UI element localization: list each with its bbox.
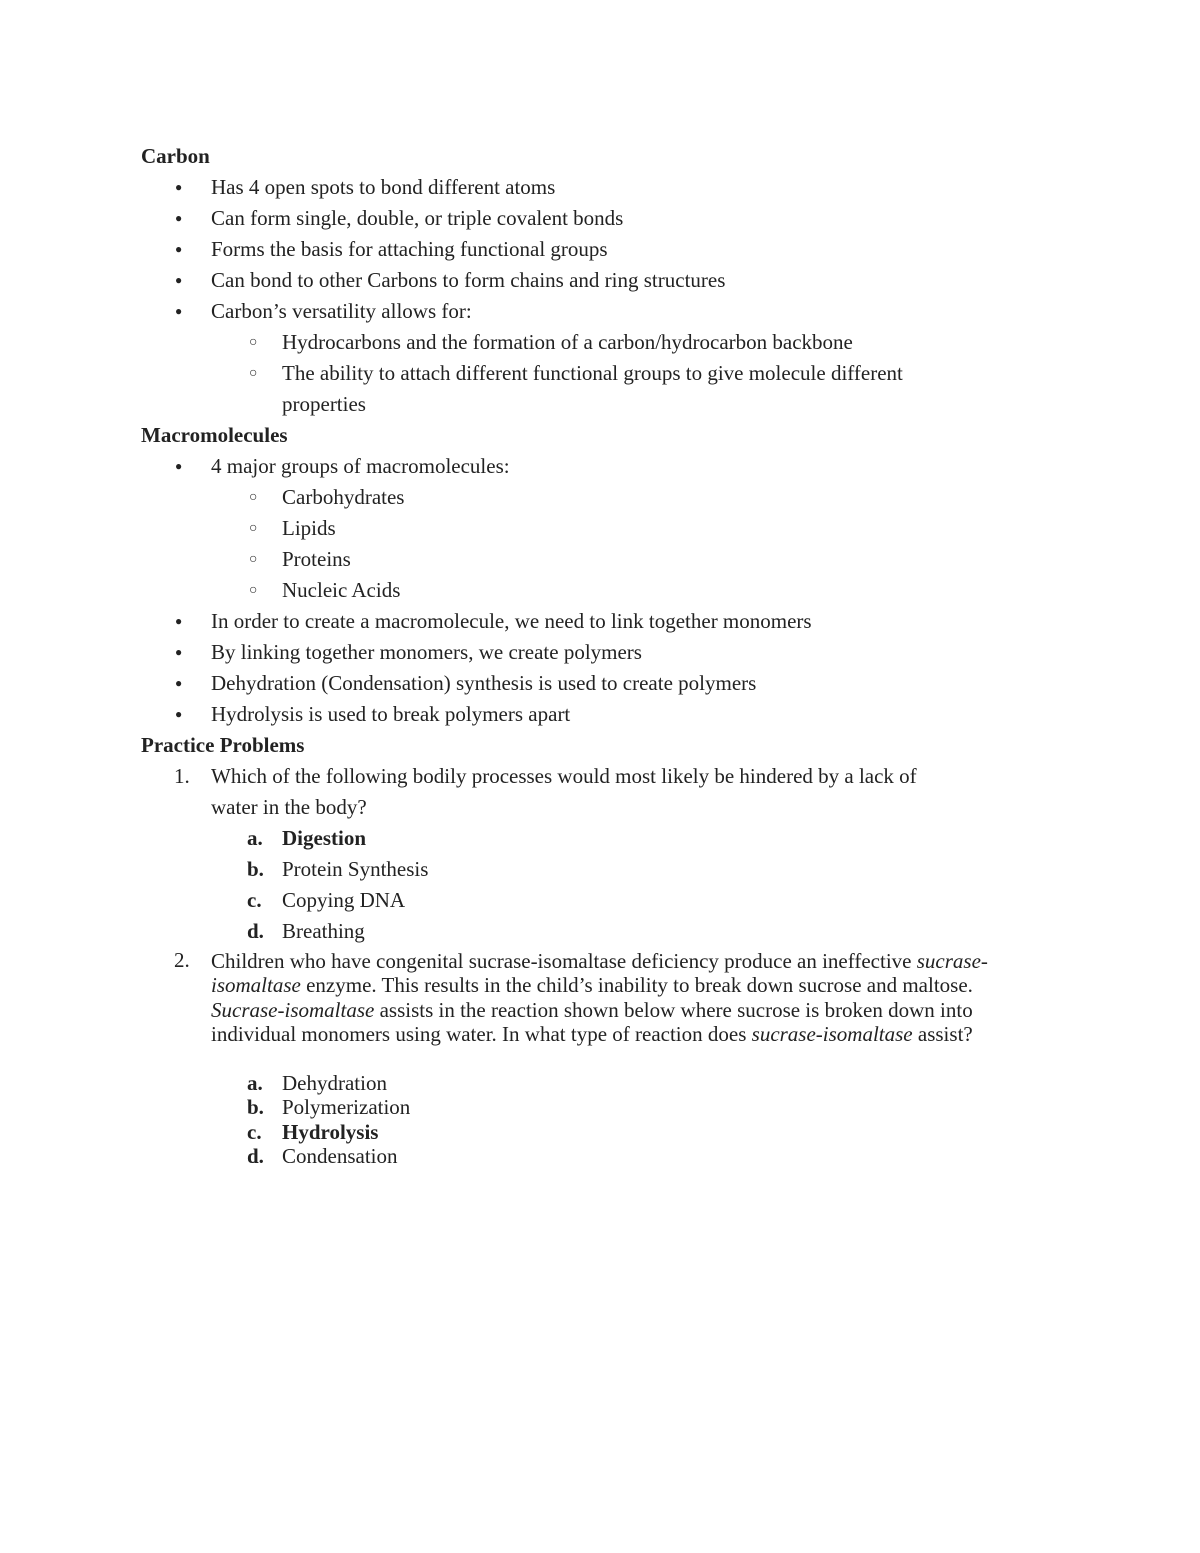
- macro-group-1: Carbohydrates: [282, 485, 405, 509]
- hollow-bullet-icon: ○: [249, 366, 258, 381]
- q2-text-1: Children who have congenital sucrase-isomaltase deficiency produce an ineffective: [211, 949, 912, 973]
- heading-macromolecules: Macromolecules: [141, 423, 288, 447]
- carbon-sub-bullet-2-cont: properties: [282, 392, 366, 416]
- q2-option-c: Hydrolysis: [282, 1120, 379, 1144]
- bullet-icon: ●: [175, 459, 183, 473]
- carbon-bullet-5: Carbon’s versatility allows for:: [211, 299, 472, 323]
- macro-bullet-2: By linking together monomers, we create polymers: [211, 640, 642, 664]
- carbon-bullet-1: Has 4 open spots to bond different atoms: [211, 175, 556, 199]
- q2-paragraph: [211, 949, 1041, 1047]
- q1-text-line-1: Which of the following bodily processes would most likely be hindered by a lack of: [211, 764, 917, 788]
- bullet-icon: ●: [175, 273, 183, 287]
- q1-option-d: Breathing: [282, 919, 365, 943]
- macro-group-2: Lipids: [282, 516, 336, 540]
- option-letter: c.: [247, 1120, 262, 1144]
- q1-option-c: Copying DNA: [282, 888, 406, 912]
- bullet-icon: ●: [175, 242, 183, 256]
- bullet-icon: ●: [175, 304, 183, 318]
- macro-group-3: Proteins: [282, 547, 351, 571]
- heading-practice-problems: Practice Problems: [141, 733, 305, 757]
- option-letter: d.: [247, 1144, 264, 1168]
- hollow-bullet-icon: ○: [249, 335, 258, 350]
- macro-group-4: Nucleic Acids: [282, 578, 401, 602]
- q2-italic-3: sucrase-isomaltase: [751, 1022, 913, 1047]
- q1-text-line-2: water in the body?: [211, 795, 367, 819]
- q2-option-b: Polymerization: [282, 1095, 411, 1119]
- hollow-bullet-icon: ○: [249, 490, 258, 505]
- carbon-bullet-4: Can bond to other Carbons to form chains and ring structures: [211, 268, 726, 292]
- macro-bullet-3: Dehydration (Condensation) synthesis is used to create polymers: [211, 671, 757, 695]
- option-letter: b.: [247, 857, 264, 881]
- bullet-icon: ●: [175, 676, 183, 690]
- bullet-icon: ●: [175, 211, 183, 225]
- bullet-icon: ●: [175, 707, 183, 721]
- macro-intro: 4 major groups of macromolecules:: [211, 454, 510, 478]
- macro-bullet-4: Hydrolysis is used to break polymers apart: [211, 702, 571, 726]
- question-number: 1.: [174, 764, 190, 788]
- heading-carbon: Carbon: [141, 144, 210, 168]
- bullet-icon: ●: [175, 180, 183, 194]
- carbon-bullet-3: Forms the basis for attaching functional groups: [211, 237, 608, 261]
- q2-option-a: Dehydration: [282, 1071, 387, 1095]
- hollow-bullet-icon: ○: [249, 552, 258, 567]
- carbon-bullet-2: Can form single, double, or triple covalent bonds: [211, 206, 624, 230]
- bullet-icon: ●: [175, 645, 183, 659]
- q2-text-4: assist?: [912, 1022, 973, 1047]
- carbon-sub-bullet-2: The ability to attach different functional groups to give molecule different: [282, 361, 903, 385]
- option-letter: b.: [247, 1095, 264, 1119]
- question-number: 2.: [174, 948, 190, 972]
- carbon-sub-bullet-1: Hydrocarbons and the formation of a carbon/hydrocarbon backbone: [282, 330, 853, 354]
- q2-text-3: assists in the reaction shown below where sucrose is broken down into individual monomers using water. In what type of reaction does: [211, 997, 973, 1047]
- q1-option-b: Protein Synthesis: [282, 857, 429, 881]
- q2-text-2: enzyme. This results in the child’s inability to break down sucrose and maltose.: [300, 973, 973, 998]
- option-letter: d.: [247, 919, 264, 943]
- option-letter: a.: [247, 826, 263, 850]
- bullet-icon: ●: [175, 614, 183, 628]
- hollow-bullet-icon: ○: [249, 521, 258, 536]
- option-letter: a.: [247, 1071, 263, 1095]
- q2-italic-1: sucrase-isomaltase: [211, 949, 988, 998]
- q2-option-d: Condensation: [282, 1144, 398, 1168]
- q1-option-a: Digestion: [282, 826, 366, 850]
- hollow-bullet-icon: ○: [249, 583, 258, 598]
- macro-bullet-1: In order to create a macromolecule, we need to link together monomers: [211, 609, 812, 633]
- q2-italic-2: Sucrase-isomaltase: [211, 997, 375, 1022]
- option-letter: c.: [247, 888, 262, 912]
